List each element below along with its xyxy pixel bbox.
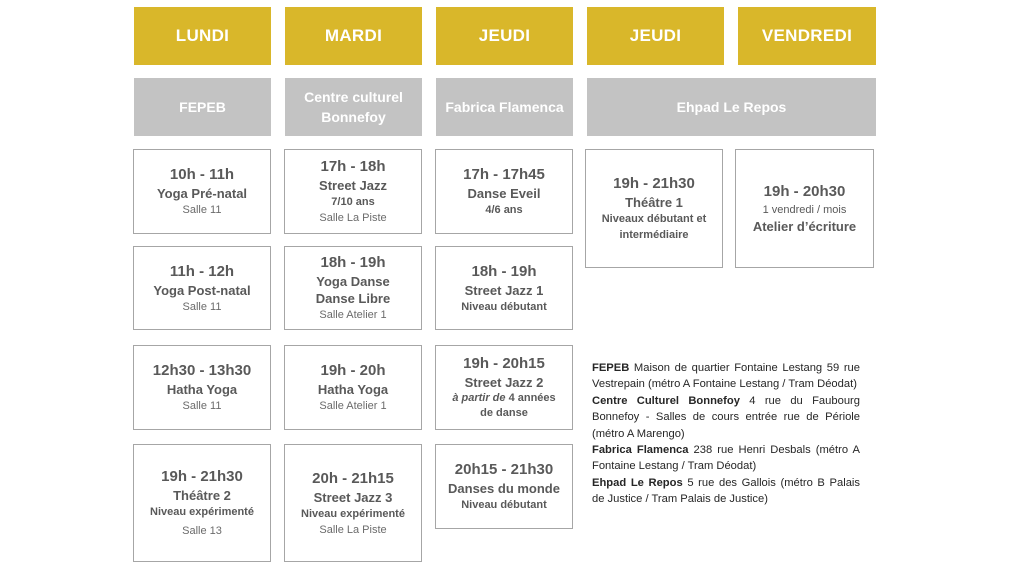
venue-header-ehpad: Ehpad Le Repos (587, 78, 876, 136)
class-title: Street Jazz 3 (313, 489, 393, 505)
class-title: Yoga Post-natal (153, 282, 251, 298)
class-title: Théâtre 2 (173, 488, 231, 503)
class-card (284, 246, 422, 330)
class-time: 20h15 - 21h30 (454, 461, 554, 478)
addresses-block (592, 360, 860, 508)
class-card (585, 149, 723, 268)
address-text: Maison de quartier Fontaine Lestang 59 rue Vestrepain (métro A Fontaine Lestang / Tram Déodat) (592, 362, 860, 391)
class-title: Yoga Pré-natal (156, 186, 248, 201)
class-time: 19h - 21h30 (613, 175, 695, 192)
class-time: 20h - 21h15 (312, 469, 394, 487)
class-level: Niveau débutant (461, 499, 547, 511)
class-age: 4/6 ans (485, 204, 523, 216)
address-name: Fabrica Flamenca (592, 444, 689, 457)
class-level: Niveau expérimenté (301, 507, 405, 520)
day-header-monday: LUNDI (134, 7, 271, 65)
address-name: Centre Culturel Bonnefoy (592, 394, 740, 407)
class-card (435, 345, 573, 430)
class-title: Hatha Yoga (317, 382, 389, 397)
class-time: 18h - 19h (320, 254, 386, 271)
class-time: 19h - 20h15 (463, 355, 545, 372)
class-room: Salle La Piste (319, 523, 387, 536)
class-title: Street Jazz 2 (464, 375, 544, 390)
venue-header-fepeb: FEPEB (134, 78, 271, 136)
class-room: Salle 11 (182, 300, 222, 313)
class-level: Niveau débutant (461, 300, 547, 313)
class-time: 17h - 18h (320, 158, 386, 175)
class-card (284, 345, 422, 430)
class-title: Danses du monde (448, 481, 560, 496)
class-level: Niveau expérimenté (150, 506, 254, 518)
address-text: 5 rue des Gallois (métro B Palais de Justice / Tram Palais de Justice) (592, 476, 860, 506)
class-time: 18h - 19h (471, 262, 537, 280)
day-header-thursday: JEUDI (436, 7, 573, 65)
class-card (435, 444, 573, 529)
class-card (133, 149, 271, 234)
class-time: 17h - 17h45 (463, 166, 545, 183)
class-title: Théâtre 1 (625, 195, 683, 210)
venue-header-fabrica-flamenca: Fabrica Flamenca (436, 78, 573, 136)
address-bonnefoy (592, 393, 860, 442)
class-time: 12h30 - 13h30 (152, 362, 252, 379)
venue-header-bonnefoy: Centre culturel Bonnefoy (285, 78, 422, 136)
class-title-2: Danse Libre (315, 291, 391, 306)
address-fepeb (592, 360, 860, 393)
class-room: Salle 13 (182, 525, 222, 537)
address-name: FEPEB (592, 362, 630, 374)
class-time: 19h - 21h30 (161, 468, 243, 485)
address-text: 4 rue du Faubourg Bonnefoy - Salles de cours entrée rue de Périole (métro A Marengo) (592, 394, 860, 440)
class-title: Danse Eveil (467, 186, 541, 201)
class-note-italic: à partir de (452, 392, 506, 404)
class-title: Atelier d’écriture (752, 219, 857, 234)
day-header-friday: VENDREDI (738, 7, 876, 65)
address-ehpad (592, 475, 860, 508)
class-title: Street Jazz (319, 178, 387, 193)
class-title: Yoga Danse (316, 274, 390, 289)
class-time: 10h - 11h (169, 166, 235, 183)
class-note-rest: 4 années (505, 392, 556, 404)
class-room: Salle 11 (182, 400, 222, 412)
class-note: 1 vendredi / mois (762, 204, 847, 216)
class-title: Hatha Yoga (166, 382, 238, 397)
class-card (284, 149, 422, 234)
class-card (735, 149, 874, 268)
address-fabrica (592, 442, 860, 475)
class-card (133, 246, 271, 330)
class-age: 7/10 ans (331, 196, 375, 208)
class-time: 19h - 20h30 (763, 183, 846, 200)
class-card (435, 149, 573, 234)
class-card (133, 444, 271, 562)
address-text: 238 rue Henri Desbals (métro A Fontaine Lestang / Tram Déodat) (592, 444, 860, 473)
class-card (435, 246, 573, 330)
class-level: Niveaux débutant et intermédiaire (601, 213, 707, 241)
class-room: Salle Atelier 1 (319, 309, 387, 321)
day-header-thursday-2: JEUDI (587, 7, 724, 65)
class-room: Salle Atelier 1 (319, 400, 387, 412)
class-time: 11h - 12h (169, 262, 235, 280)
class-card (284, 444, 422, 562)
day-header-tuesday: MARDI (285, 7, 422, 65)
class-room: Salle 11 (182, 204, 222, 216)
address-name: Ehpad Le Repos (592, 476, 683, 489)
class-time: 19h - 20h (320, 362, 386, 379)
class-title: Street Jazz 1 (464, 282, 544, 298)
class-note (452, 391, 555, 406)
class-card (133, 345, 271, 430)
class-note-2: de danse (480, 407, 528, 419)
class-room: Salle La Piste (319, 212, 387, 224)
